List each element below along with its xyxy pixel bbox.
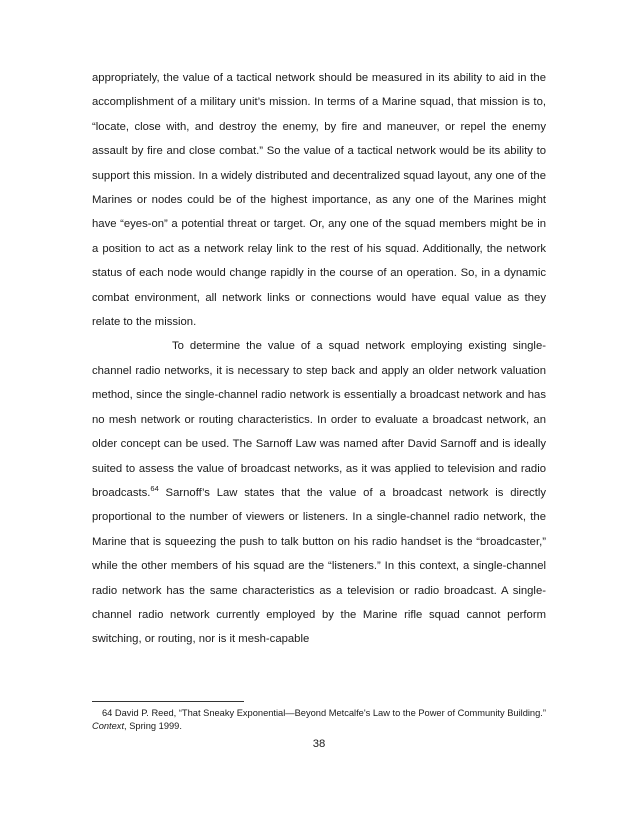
footnote-number: 64: [102, 708, 113, 718]
paragraph-2-part-2: Sarnoff’s Law states that the value of a broadcast network is directly proportional to the number of viewers or listeners. In a single-channel radio network, the Marine that is squeezing the push to talk button on his radio handset is the “broadcaster,” while the other members of his squad are the “listeners.” In this context, a single-channel radio network has the same characteristics as a television or radio broadcast. A single-channel radio network currently employed by the Marine rifle squad cannot perform switching, or routing, nor is it mesh-capable: [92, 486, 546, 646]
paragraph-2-part-1: To determine the value of a squad network employing existing single-channel radio networks, it is necessary to step back and apply an older network valuation method, since the single-channel radio network is essentially a broadcast network and has no mesh network or routing characteristics. In order to evaluate a broadcast network, an older concept can be used. The Sarnoff Law was named after David Sarnoff and is ideally suited to assess the value of broadcast networks, as it was applied to television and radio broadcasts.: [92, 340, 546, 499]
footnote-64: [92, 707, 546, 732]
footnote-text-before-title: David P. Reed, “That Sneaky Exponential—Beyond Metcalfe's Law to the Power of Community Building.”: [112, 708, 546, 718]
paragraph-1: appropriately, the value of a tactical network should be measured in its ability to aid in the accomplishment of a military unit’s mission. In terms of a Marine squad, that mission is to, “locate, close with, and destroy the enemy, by fire and maneuver, or repel the enemy assault by fire and close combat.” So the value of a tactical network would be its ability to support this mission. In a widely distributed and decentralized squad layout, any one of the Marines or nodes could be of the highest importance, as any one of the Marines might have “eyes-on” a potential threat or target. Or, any one of the squad members might be in a position to act as a network relay link to the rest of his squad. Additionally, the network status of each node would change rapidly in the course of an operation. So, in a dynamic combat environment, all network links or connections would have equal value as they relate to the mission.: [92, 72, 546, 329]
footnote-reference-64[interactable]: 64: [150, 484, 159, 494]
footnote-publication-title: Context: [92, 720, 125, 731]
body-text: [92, 66, 546, 652]
paragraph-2: [92, 334, 546, 651]
footnote-separator: [92, 701, 244, 702]
footnote-text-after-title: , Spring 1999.: [124, 720, 182, 731]
page-number: 38: [312, 738, 326, 750]
